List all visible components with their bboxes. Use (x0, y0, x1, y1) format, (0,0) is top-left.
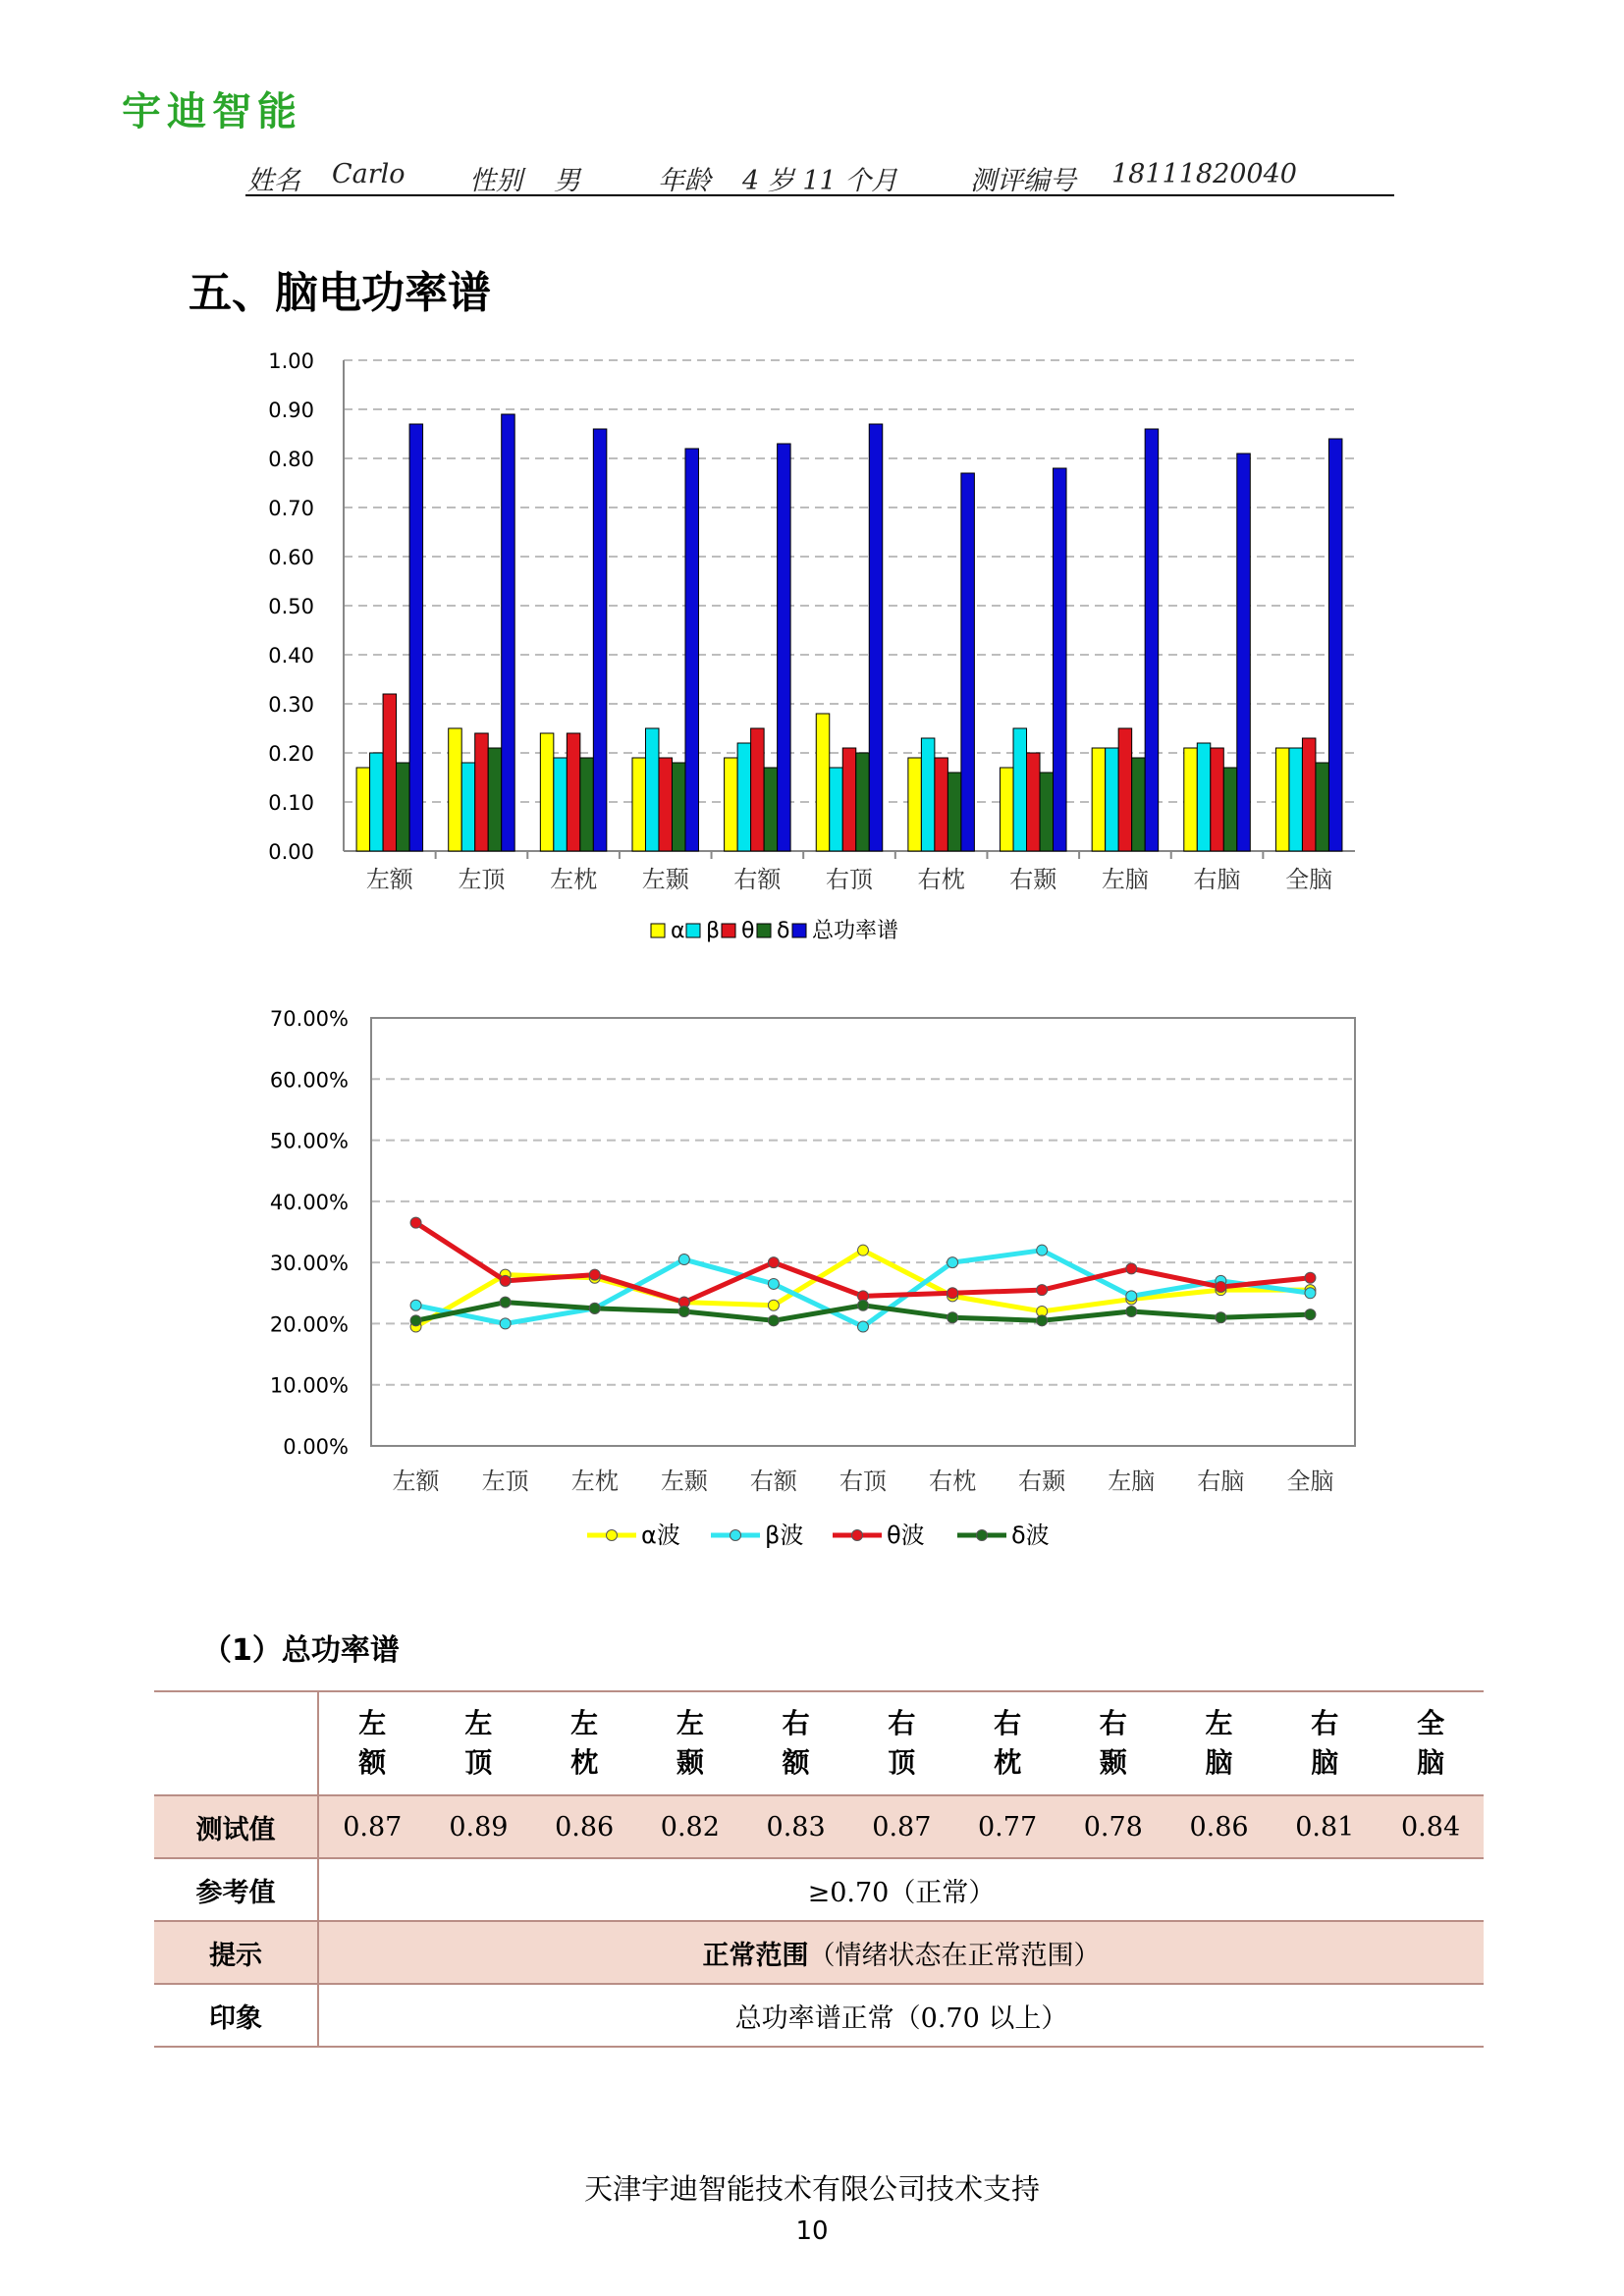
reference-value: ≥0.70（正常） (318, 1858, 1484, 1921)
series-point-δ波 (1305, 1309, 1316, 1320)
name-value: Carlo (332, 159, 406, 189)
bar-δ (488, 748, 502, 851)
header-char: 全 (1417, 1707, 1445, 1739)
footer-company: 天津宇迪智能技术有限公司技术支持 (583, 2172, 1040, 2206)
header-char: 左 (676, 1707, 704, 1739)
name-label: 姓名 (247, 166, 300, 196)
header-char: 右 (1311, 1707, 1339, 1739)
test-value-cell: 0.78 (1060, 1795, 1166, 1858)
series-point-θ波 (1216, 1282, 1226, 1293)
series-point-θ波 (410, 1217, 421, 1228)
id-value: 18111820040 (1111, 159, 1297, 189)
header-char: 顶 (888, 1746, 916, 1779)
bar-β (1013, 728, 1027, 851)
bar-总功率谱 (961, 473, 975, 851)
y-tick-label: 0.30 (268, 693, 314, 717)
table-header-cell (1272, 1691, 1378, 1795)
y-tick-label: 0.70 (268, 497, 314, 520)
table-header-cell (1166, 1691, 1272, 1795)
legend-marker (852, 1530, 863, 1541)
bar-α (540, 733, 554, 851)
legend-label: β (706, 919, 721, 943)
legend-label: α (671, 919, 685, 943)
legend-label: δ (777, 919, 790, 943)
hint-bold-text: 正常范围 (702, 1940, 809, 1971)
bar-α (1092, 748, 1106, 851)
test-label: 测试值 (154, 1795, 318, 1858)
header-char: 颞 (1099, 1746, 1127, 1779)
series-point-δ波 (947, 1312, 958, 1323)
x-category-label: 右顶 (826, 866, 873, 893)
header-char: 脑 (1205, 1746, 1233, 1779)
series-point-θ波 (1037, 1285, 1048, 1296)
header-char: 脑 (1311, 1746, 1339, 1779)
legend-marker (977, 1530, 988, 1541)
x-category-label: 右枕 (929, 1468, 977, 1495)
y-tick-label: 0.90 (268, 399, 314, 422)
bar-总功率谱 (1328, 439, 1342, 851)
x-category-label: 左脑 (1101, 866, 1149, 893)
bar-θ (751, 728, 765, 851)
header-char: 颞 (676, 1746, 704, 1779)
bar-α (908, 758, 922, 851)
hint-rest-text: （情绪状态在正常范围） (808, 1940, 1101, 1971)
bar-δ (1316, 763, 1329, 851)
subsection-title: （1）总功率谱 (202, 1633, 400, 1668)
series-point-β波 (1126, 1291, 1137, 1302)
bar-α (816, 714, 830, 851)
x-category-label: 左枕 (570, 1468, 619, 1495)
bar-α (725, 758, 738, 851)
bar-β (554, 758, 568, 851)
header-char: 枕 (570, 1746, 599, 1779)
series-point-α波 (858, 1245, 869, 1255)
test-value-cell: 0.83 (743, 1795, 849, 1858)
bar-β (1197, 743, 1211, 851)
series-point-β波 (1037, 1245, 1048, 1255)
y-tick-label: 20.00% (269, 1312, 349, 1337)
y-tick-label: 0.10 (268, 791, 314, 815)
y-tick-label: 0.40 (268, 644, 314, 667)
header-char: 脑 (1417, 1746, 1445, 1779)
impression-value: 总功率谱正常（0.70 以上） (318, 1984, 1484, 2047)
bar-θ (659, 758, 673, 851)
series-point-β波 (678, 1255, 689, 1265)
page-number: 10 (795, 2216, 829, 2246)
test-value-row (154, 1795, 1484, 1858)
bar-δ (1223, 768, 1237, 851)
gender-label: 性别 (469, 166, 522, 196)
bar-δ (672, 763, 685, 851)
legend-swatch (651, 924, 665, 937)
bar-β (921, 738, 935, 851)
x-category-label: 左顶 (458, 866, 506, 893)
bar-总功率谱 (1054, 468, 1067, 851)
bar-δ (947, 773, 961, 851)
section-title: 五、脑电功率谱 (189, 268, 491, 318)
test-value-cell: 0.86 (531, 1795, 637, 1858)
bar-α (1184, 748, 1198, 851)
bar-α (356, 768, 370, 851)
legend-marker (607, 1530, 618, 1541)
table-header-row (154, 1691, 1484, 1795)
reference-row (154, 1858, 1484, 1921)
test-value-cell: 0.81 (1272, 1795, 1378, 1858)
series-point-δ波 (1037, 1315, 1048, 1326)
x-category-label: 右额 (749, 1468, 797, 1495)
table-header-cell (954, 1691, 1060, 1795)
hint-row (154, 1921, 1484, 1984)
bar-δ (397, 763, 410, 851)
x-category-label: 右颞 (1018, 1468, 1066, 1495)
bar-θ (1211, 748, 1224, 851)
x-category-label: 右额 (733, 866, 782, 893)
y-tick-label: 70.00% (269, 1007, 349, 1031)
x-category-label: 左颞 (641, 866, 689, 893)
bar-θ (1027, 753, 1041, 851)
power-spectrum-bar-chart (236, 344, 1394, 972)
hint-label: 提示 (154, 1921, 318, 1984)
y-tick-label: 50.00% (269, 1129, 349, 1153)
table-header-cell (318, 1691, 426, 1795)
series-point-β波 (858, 1321, 869, 1332)
bar-总功率谱 (409, 424, 423, 851)
series-point-δ波 (1126, 1306, 1137, 1316)
legend-swatch (792, 924, 806, 937)
bar-θ (383, 694, 397, 851)
x-category-label: 右脑 (1197, 1468, 1245, 1495)
y-tick-label: 0.00 (268, 840, 314, 864)
x-category-label: 左额 (392, 1468, 440, 1495)
hint-value (318, 1921, 1484, 1984)
header-char: 左 (358, 1707, 387, 1739)
series-point-β波 (947, 1257, 958, 1268)
legend-label: δ波 (1011, 1522, 1050, 1549)
impression-row (154, 1984, 1484, 2047)
test-value-cell: 0.87 (318, 1795, 426, 1858)
company-logo: 宇迪智能 (122, 89, 302, 134)
y-tick-label: 40.00% (269, 1190, 349, 1214)
series-point-β波 (500, 1318, 511, 1329)
series-point-δ波 (500, 1297, 511, 1308)
power-spectrum-table (154, 1690, 1484, 2048)
series-point-δ波 (768, 1315, 779, 1326)
bar-β (370, 753, 384, 851)
test-value-cell: 0.77 (954, 1795, 1060, 1858)
y-tick-label: 0.80 (268, 448, 314, 471)
y-tick-label: 0.00% (283, 1435, 349, 1459)
bar-β (461, 763, 475, 851)
x-category-label: 全脑 (1286, 1468, 1334, 1495)
series-point-θ波 (1126, 1263, 1137, 1274)
bar-α (1275, 748, 1289, 851)
id-label: 测评编号 (970, 166, 1076, 196)
y-tick-label: 10.00% (269, 1373, 349, 1398)
x-category-label: 左顶 (481, 1468, 529, 1495)
series-point-θ波 (589, 1269, 600, 1280)
bar-δ (764, 768, 778, 851)
bar-总功率谱 (502, 414, 515, 851)
legend-label: β波 (765, 1522, 804, 1549)
legend-label: θ (741, 919, 755, 943)
gender-value: 男 (554, 166, 580, 196)
x-category-label: 左颞 (660, 1468, 708, 1495)
test-value-cell: 0.87 (848, 1795, 954, 1858)
bar-α (632, 758, 646, 851)
legend-marker (731, 1530, 741, 1541)
bar-总功率谱 (1145, 429, 1159, 851)
bar-θ (842, 748, 856, 851)
plot-frame (371, 1018, 1355, 1446)
bar-θ (935, 758, 948, 851)
wave-percentage-line-chart (236, 991, 1394, 1580)
series-point-α波 (768, 1300, 779, 1310)
x-category-label: 右脑 (1193, 866, 1241, 893)
x-category-label: 左额 (365, 866, 413, 893)
header-char: 左 (1205, 1707, 1233, 1739)
series-point-δ波 (410, 1315, 421, 1326)
legend-swatch (722, 924, 735, 937)
bar-θ (1118, 728, 1132, 851)
age-label: 年龄 (658, 166, 711, 196)
bar-总功率谱 (869, 424, 883, 851)
series-point-δ波 (858, 1300, 869, 1310)
y-tick-label: 0.20 (268, 742, 314, 766)
bar-β (645, 728, 659, 851)
bar-θ (1302, 738, 1316, 851)
test-value-cell: 0.86 (1166, 1795, 1272, 1858)
bar-δ (1040, 773, 1054, 851)
header-char: 左 (464, 1707, 493, 1739)
header-char: 额 (782, 1746, 810, 1779)
legend-label: θ波 (887, 1522, 925, 1549)
bar-β (737, 743, 751, 851)
bar-θ (475, 733, 489, 851)
series-point-δ波 (678, 1306, 689, 1316)
series-point-δ波 (589, 1303, 600, 1313)
x-category-label: 右颞 (1009, 866, 1057, 893)
bar-总功率谱 (778, 444, 791, 851)
series-point-θ波 (768, 1257, 779, 1268)
x-category-label: 全脑 (1285, 866, 1333, 893)
header-empty-cell (154, 1691, 318, 1795)
header-char: 额 (358, 1746, 387, 1779)
y-tick-label: 30.00% (269, 1252, 349, 1276)
series-point-β波 (768, 1278, 779, 1289)
series-point-θ波 (500, 1275, 511, 1286)
bar-δ (856, 753, 870, 851)
bar-δ (1132, 758, 1146, 851)
y-tick-label: 60.00% (269, 1068, 349, 1093)
header-char: 右 (1099, 1707, 1127, 1739)
patient-info-line (245, 155, 1394, 196)
x-category-label: 左枕 (550, 866, 598, 893)
legend-swatch (757, 924, 771, 937)
series-point-θ波 (1305, 1272, 1316, 1283)
reference-label: 参考值 (154, 1858, 318, 1921)
header-char: 右 (888, 1707, 916, 1739)
header-char: 右 (994, 1707, 1022, 1739)
table-header-cell (426, 1691, 532, 1795)
test-value-cell: 0.89 (426, 1795, 532, 1858)
age-value: 4 岁 11 个月 (742, 166, 898, 196)
table-header-cell (743, 1691, 849, 1795)
legend-swatch (686, 924, 700, 937)
bar-总功率谱 (593, 429, 607, 851)
y-tick-label: 1.00 (268, 349, 314, 373)
bar-α (449, 728, 462, 851)
header-char: 右 (782, 1707, 810, 1739)
bar-β (830, 768, 843, 851)
table-header-cell (531, 1691, 637, 1795)
x-category-label: 左脑 (1108, 1468, 1156, 1495)
test-value-cell: 0.84 (1378, 1795, 1484, 1858)
legend-label: 总功率谱 (812, 919, 899, 943)
series-point-θ波 (947, 1288, 958, 1299)
x-category-label: 右顶 (839, 1468, 887, 1495)
header-char: 左 (570, 1707, 599, 1739)
header-char: 枕 (994, 1746, 1022, 1779)
table-header-cell (637, 1691, 743, 1795)
table-header-cell (1378, 1691, 1484, 1795)
bar-β (1106, 748, 1119, 851)
series-point-β波 (410, 1300, 421, 1310)
bar-δ (580, 758, 594, 851)
bar-θ (567, 733, 580, 851)
table-header-cell (1060, 1691, 1166, 1795)
table-header-cell (848, 1691, 954, 1795)
impression-label: 印象 (154, 1984, 318, 2047)
bar-总功率谱 (685, 449, 699, 851)
bar-β (1289, 748, 1303, 851)
series-point-β波 (1305, 1288, 1316, 1299)
bar-α (1001, 768, 1014, 851)
y-tick-label: 0.50 (268, 595, 314, 618)
x-category-label: 右枕 (917, 866, 965, 893)
bar-总功率谱 (1237, 454, 1251, 851)
test-value-cell: 0.82 (637, 1795, 743, 1858)
legend-label: α波 (641, 1522, 680, 1549)
y-tick-label: 0.60 (268, 546, 314, 569)
header-char: 顶 (464, 1746, 493, 1779)
series-point-δ波 (1216, 1312, 1226, 1323)
